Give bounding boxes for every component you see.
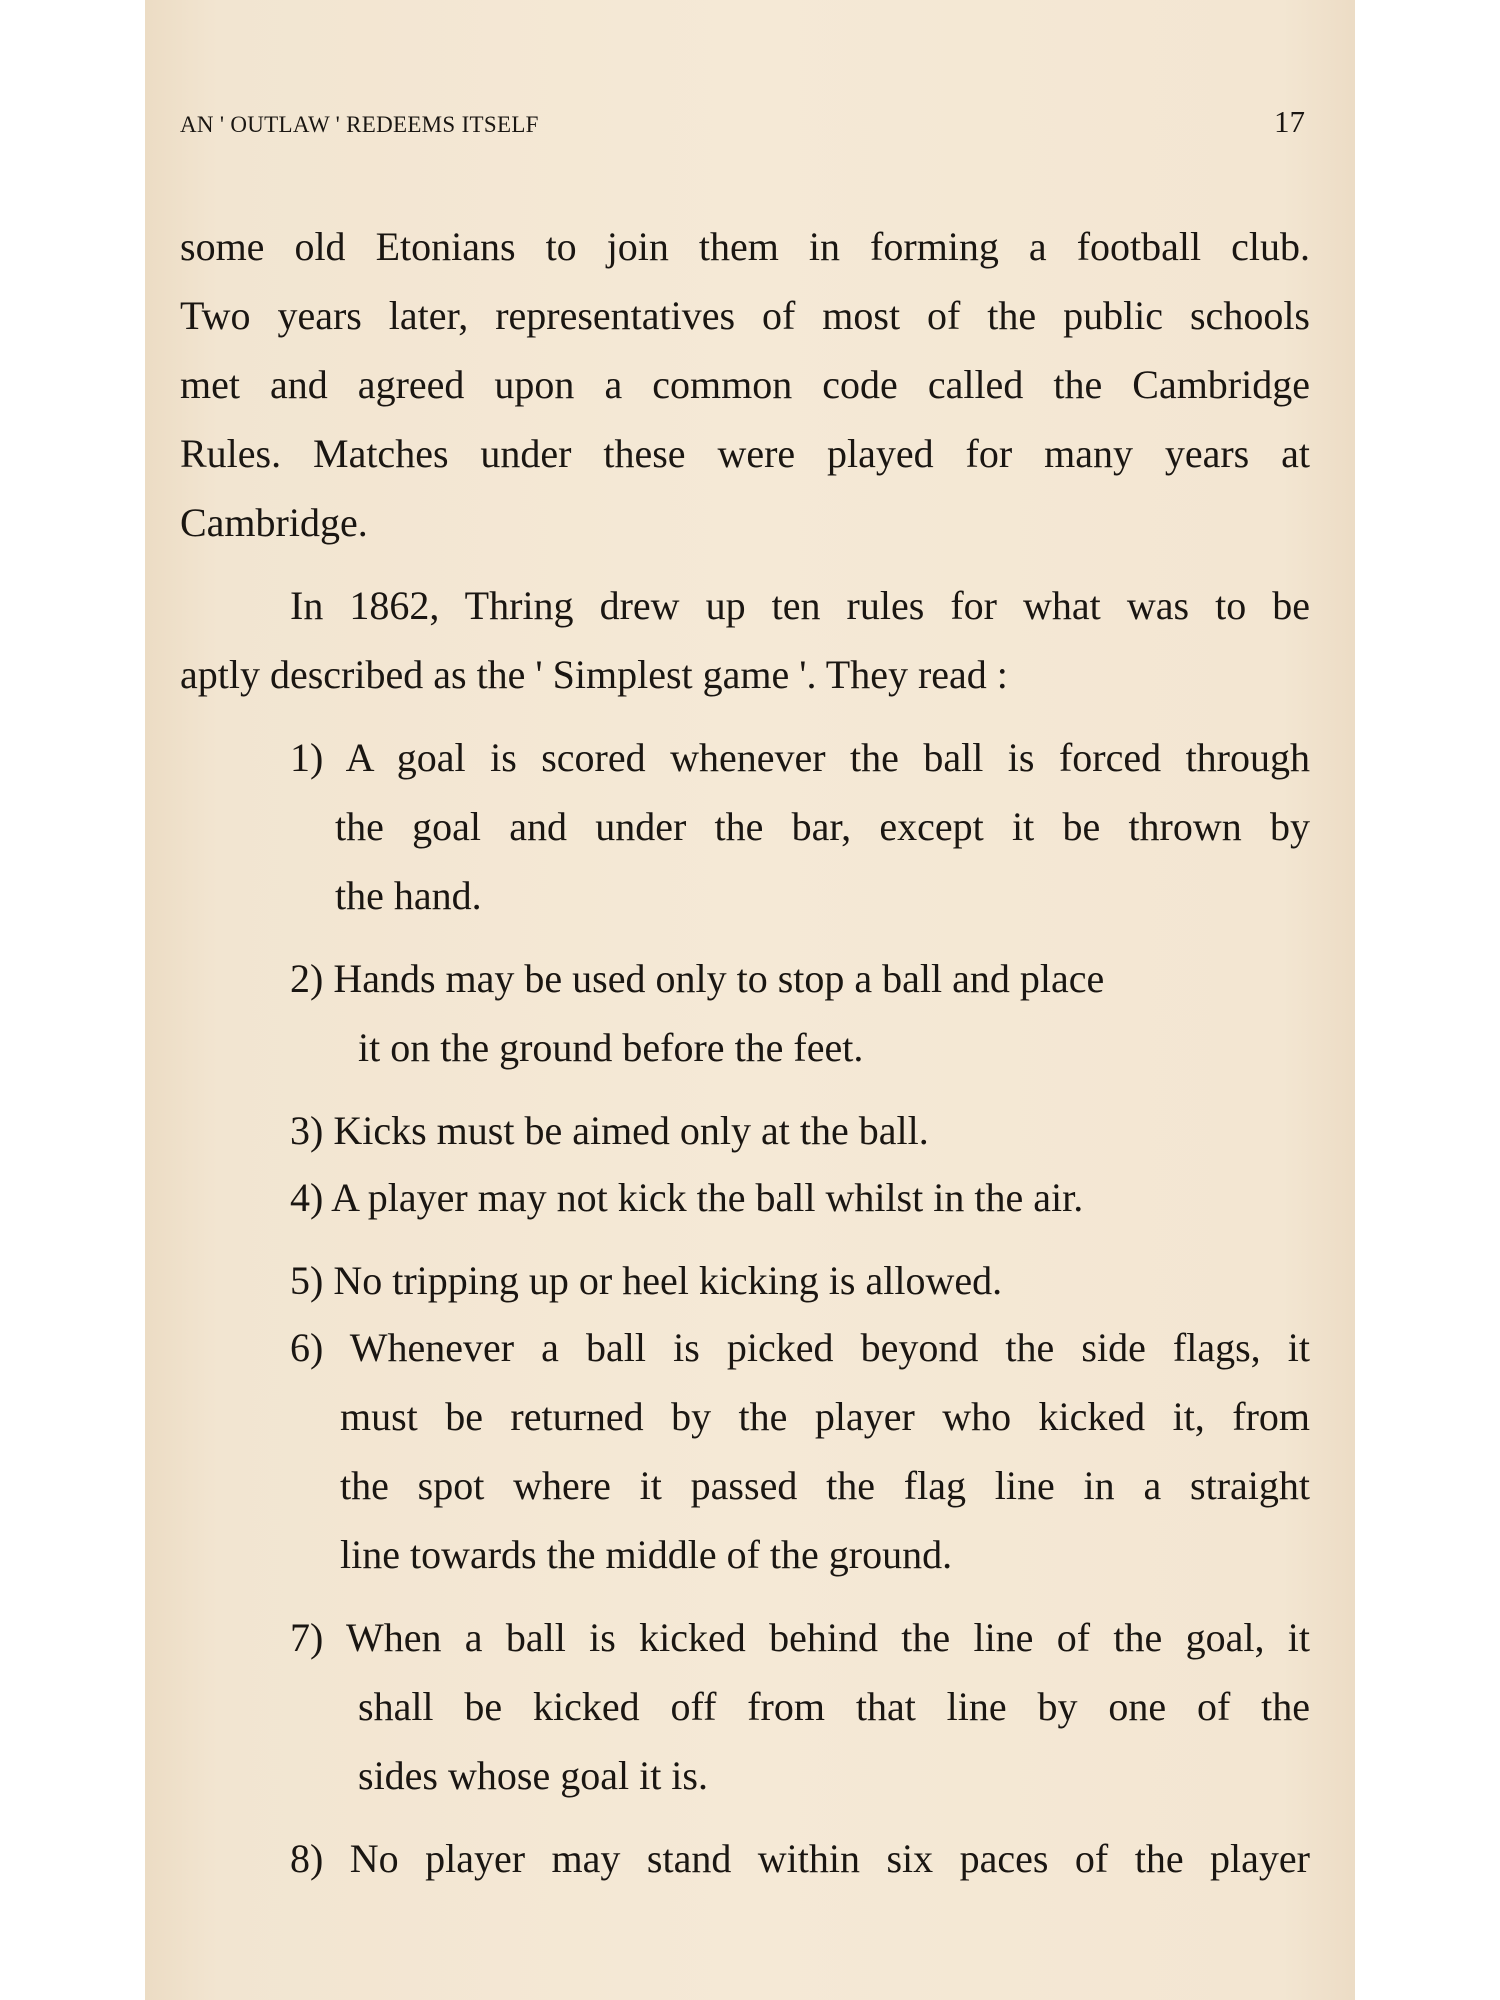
book-page xyxy=(145,0,1355,2000)
rule-line: it on the ground before the feet. xyxy=(358,1025,864,1070)
text-line: Rules. Matches under these were played for many years at xyxy=(180,431,1310,476)
rule-item xyxy=(180,1163,1310,1232)
rule-text: A goal is scored whenever the ball is forced through xyxy=(345,735,1310,780)
rule-line: the spot where it passed the flag line in a straight xyxy=(340,1463,1310,1508)
page-number: 17 xyxy=(1274,104,1305,139)
rule-number: 5) xyxy=(290,1258,324,1303)
text-line: some old Etonians to join them in forming a football club. xyxy=(180,224,1310,269)
paragraph xyxy=(180,571,1310,709)
rule-first-line xyxy=(180,1096,1310,1165)
rule-first-line xyxy=(180,1603,1310,1672)
text-line: aptly described as the ' Simplest game '. They read : xyxy=(180,652,1008,697)
rule-text: When a ball is kicked behind the line of the goal, it xyxy=(345,1615,1310,1660)
rule-text: A player may not kick the ball whilst in the air. xyxy=(331,1175,1084,1220)
rule-item xyxy=(180,1096,1310,1165)
rule-number: 1) xyxy=(290,735,324,780)
rule-text: Whenever a ball is picked beyond the side flags, it xyxy=(349,1325,1311,1370)
text-line: met and agreed upon a common code called the Cambridge xyxy=(180,362,1310,407)
rule-line: sides whose goal it is. xyxy=(358,1753,708,1798)
rule-text: No tripping up or heel kicking is allowed. xyxy=(333,1258,1003,1303)
rule-first-line xyxy=(180,723,1310,792)
body-text xyxy=(180,212,1310,1893)
rule-line: shall be kicked off from that line by one of the xyxy=(358,1684,1310,1729)
rule-line: line towards the middle of the ground. xyxy=(340,1532,953,1577)
text-line: Two years later, representatives of most of the public schools xyxy=(180,293,1310,338)
rule-item xyxy=(180,1313,1310,1589)
rule-number: 6) xyxy=(290,1325,324,1370)
rule-line: the goal and under the bar, except it be thrown by xyxy=(335,804,1310,849)
rule-item xyxy=(180,1246,1310,1315)
rule-text: Kicks must be aimed only at the ball. xyxy=(333,1108,929,1153)
rule-number: 7) xyxy=(290,1615,324,1660)
rule-first-line xyxy=(180,1824,1310,1893)
rule-number: 4) xyxy=(290,1175,324,1220)
rule-first-line xyxy=(180,1313,1310,1382)
rule-line: must be returned by the player who kicked it, from xyxy=(340,1394,1310,1439)
running-title: AN ' OUTLAW ' REDEEMS ITSELF xyxy=(180,112,539,137)
text-line: In 1862, Thring drew up ten rules for what was to be xyxy=(290,583,1310,628)
page-header xyxy=(180,104,1305,144)
rule-first-line xyxy=(180,1163,1310,1232)
rule-text: No player may stand within six paces of the player xyxy=(349,1836,1310,1881)
rule-item xyxy=(180,1824,1310,1893)
text-line: Cambridge. xyxy=(180,500,368,545)
rule-first-line xyxy=(180,1246,1310,1315)
rule-number: 3) xyxy=(290,1108,324,1153)
rule-line: the hand. xyxy=(335,873,482,918)
rule-first-line xyxy=(180,944,1310,1013)
rule-number: 8) xyxy=(290,1836,324,1881)
rule-number: 2) xyxy=(290,956,324,1001)
rule-item xyxy=(180,1603,1310,1810)
rule-item xyxy=(180,723,1310,930)
rule-text: Hands may be used only to stop a ball and place xyxy=(333,956,1105,1001)
rule-item xyxy=(180,944,1310,1082)
